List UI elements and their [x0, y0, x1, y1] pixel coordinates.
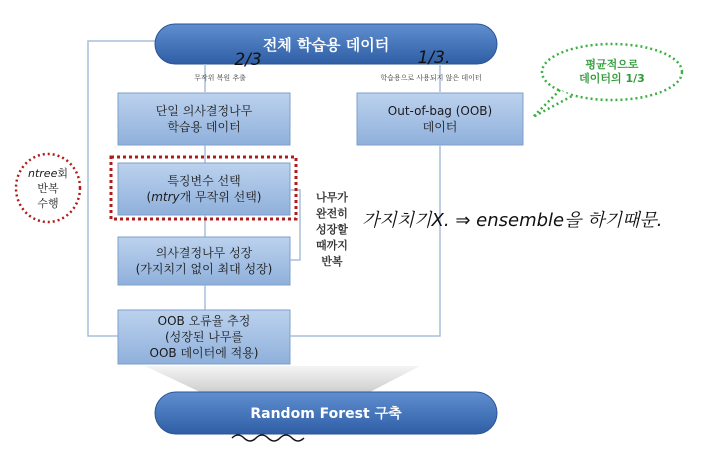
ntree-suffix: 회: [57, 166, 68, 180]
box-feature-select-line2: [147, 189, 262, 205]
handwritten-note: 가지치기X. ⇒ ensemble을 하기때문.: [362, 210, 663, 231]
left-caption: 무작위 복원 추출: [194, 74, 246, 82]
box-single-tree-line2: 학습용 데이터: [167, 120, 241, 134]
mtry-rest: 개 무작위 선택): [179, 190, 262, 204]
handwritten-squiggle: [232, 435, 304, 441]
box-single-tree: [118, 93, 290, 145]
box-tree-grow-line1: 의사결정나무 성장: [155, 246, 253, 260]
box-oob-data: [357, 93, 523, 145]
box-oob-error-line2: (성장된 나무를: [164, 330, 244, 344]
callout-pointer: [533, 90, 572, 117]
side-note-line: 나무가: [316, 191, 348, 204]
callout-line1: 평균적으로: [585, 58, 639, 71]
side-note: [304, 188, 360, 272]
callout-text: [552, 52, 672, 92]
box-feature-select-line1: 특징변수 선택: [167, 174, 241, 188]
box-oob-data-line1: Out-of-bag (OOB): [387, 104, 493, 118]
box-oob-error-line3: OOB 데이터에 적용): [149, 346, 259, 360]
bottom-pill-label: Random Forest 구축: [250, 406, 402, 422]
side-note-line: 완전히: [316, 207, 348, 220]
box-feature-select: [118, 163, 290, 215]
box-tree-grow: [118, 237, 290, 285]
funnel-shape: [145, 366, 420, 392]
box-oob-error-line1: OOB 오류율 추정: [157, 314, 251, 328]
side-note-line: 때까지: [316, 239, 348, 252]
ntree-note-line1: [28, 166, 68, 181]
left-ratio-handwritten: 2/3: [234, 50, 262, 70]
box-oob-data-line2: 데이터: [422, 120, 458, 134]
right-ratio-handwritten: 1/3.: [417, 48, 451, 68]
box-single-tree-line1: 단일 의사결정나무: [155, 104, 253, 118]
ntree-note: [18, 165, 78, 211]
side-note-line: 성장할: [316, 223, 348, 236]
paren-open: (: [146, 190, 152, 204]
ntree-term: ntree: [28, 166, 58, 180]
callout-line2: 데이터의 1/3: [579, 72, 645, 85]
box-tree-grow-line2: (가지치기 없이 최대 성장): [135, 262, 273, 276]
side-note-line: 반복: [321, 255, 343, 268]
box-oob-error: [118, 310, 290, 364]
ntree-note-line2: 반복: [37, 181, 59, 195]
right-caption: 학습용으로 사용되지 않은 데이터: [380, 74, 482, 82]
mtry-term: mtry: [151, 190, 180, 204]
top-pill-label: 전체 학습용 데이터: [262, 35, 390, 54]
ntree-note-line3: 수행: [37, 196, 59, 210]
